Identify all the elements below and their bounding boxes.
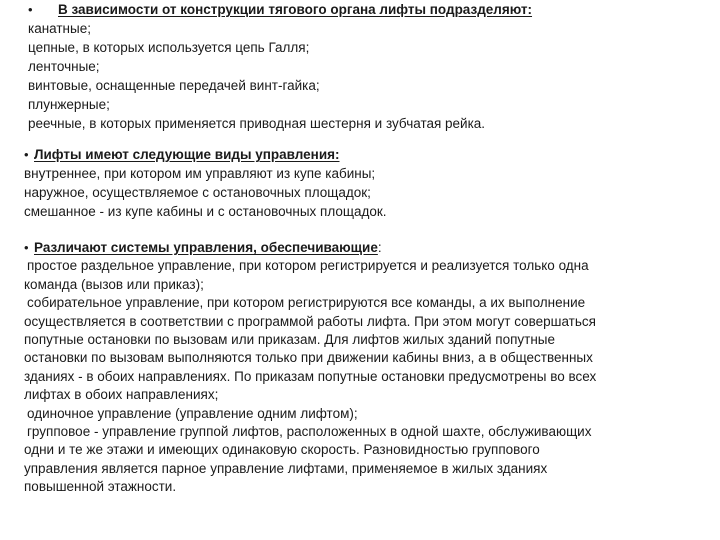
list-item: ленточные;: [28, 59, 100, 74]
list-item: внутреннее, при котором им управляют из купе кабины;: [24, 166, 376, 181]
section-heading-line: [28, 0, 708, 19]
section-heading: Лифты имеют следующие виды управления:: [34, 147, 340, 162]
paragraph-line: одни и те же этажи и имеющих одинаковую скорость. Разновидностью группового: [24, 442, 540, 458]
list-item: плунжерные;: [28, 97, 110, 112]
paragraph-line: управления является парное управление лифтами, применяемое в жилых зданиях: [24, 460, 548, 476]
section-control-systems: [24, 239, 704, 497]
section-control-types: [24, 145, 704, 221]
list-item: винтовые, оснащенные передачей винт-гайка;: [28, 78, 320, 93]
paragraph-line: попутные остановки по вызовам или приказам. Для лифтов жилых зданий попутные: [24, 332, 555, 348]
paragraph-line: осуществляется в соответствии с программой работы лифта. При этом могут совершаться: [24, 313, 596, 329]
bullet-icon: •: [28, 2, 33, 17]
list-item: канатные;: [28, 21, 91, 36]
paragraph-line: одиночное управление (управление одним лифтом);: [27, 405, 358, 421]
section-heading-line: [24, 239, 704, 257]
paragraph-line: команда (вызов или приказ);: [24, 276, 204, 292]
section-heading: Различают системы управления, обеспечивающие: [34, 240, 378, 255]
paragraph-line: простое раздельное управление, при котором регистрируется и реализуется только одна: [27, 258, 589, 274]
paragraph-line: повышенной этажности.: [24, 479, 177, 495]
paragraph-line: зданиях - в обоих направлениях. По приказам попутные остановки предусмотрены во всех: [24, 368, 597, 384]
list-item: смешанное - из купе кабины и с остановочных площадок.: [24, 204, 387, 219]
section-heading-colon: :: [377, 240, 382, 255]
section-heading: В зависимости от конструкции тягового органа лифты подразделяют:: [58, 2, 533, 17]
bullet-icon: •: [24, 240, 29, 255]
list-item: наружное, осуществляемое с остановочных площадок;: [24, 185, 371, 200]
bullet-icon: •: [24, 147, 29, 162]
paragraph-line: остановки по вызовам выполняются только при движении кабины вниз, а в общественных: [24, 350, 593, 366]
paragraph-line: лифтах в обоих направлениях;: [24, 387, 219, 403]
section-lift-types: [28, 0, 708, 133]
paragraph-line: групповое - управление группой лифтов, расположенных в одной шахте, обслуживающих: [27, 424, 592, 440]
section-heading-line: [24, 145, 704, 164]
paragraph-line: собирательное управление, при котором регистрируются все команды, а их выполнение: [27, 295, 586, 311]
list-item: реечные, в которых применяется приводная шестерня и зубчатая рейка.: [28, 116, 486, 131]
list-item: цепные, в которых используется цепь Галля;: [28, 40, 310, 55]
